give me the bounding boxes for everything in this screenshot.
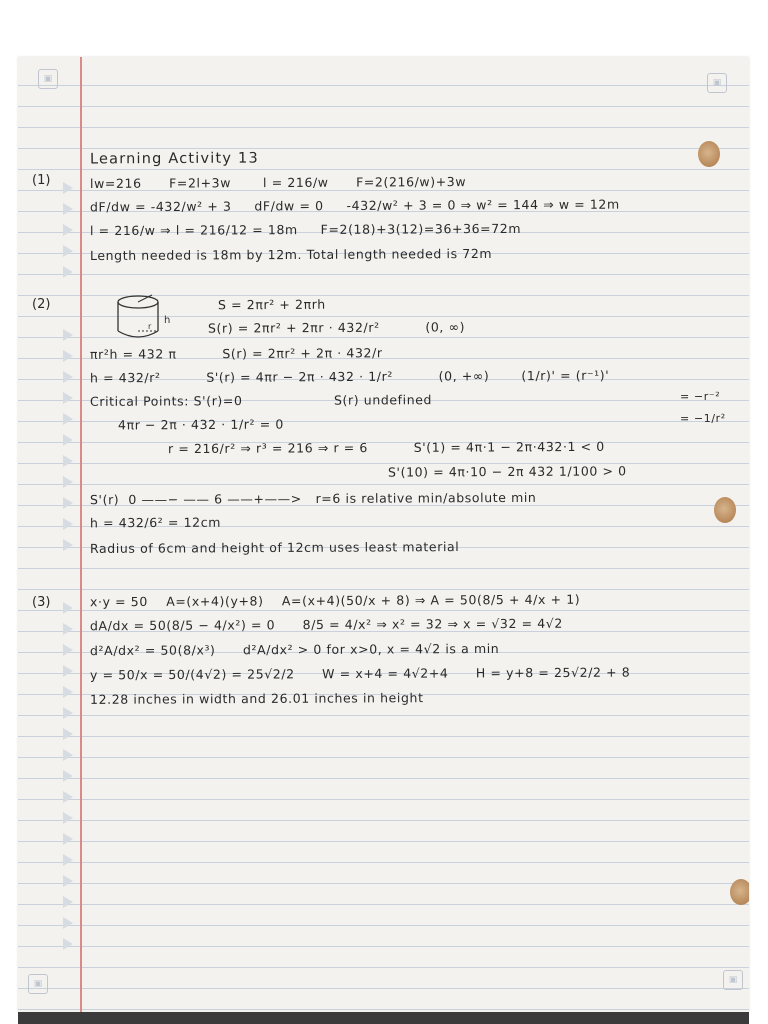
margin-triangle — [63, 497, 73, 509]
margin-triangle — [63, 770, 73, 782]
margin-triangle — [63, 623, 73, 635]
math-line: lw=216 F=2l+3w l = 216/w F=2(216/w)+3w — [89, 174, 467, 191]
math-line: y = 50/x = 50/(4√2) = 25√2/2 W = x+4 = 4√2+4 H = y+8 = 25√2/2 + 8 — [89, 664, 631, 683]
diagram-label-radius: r — [148, 322, 152, 331]
diagram-label-height: h — [164, 315, 171, 326]
margin-triangle — [63, 749, 73, 761]
math-line: Length needed is 18m by 12m. Total length needed is 72m — [89, 245, 493, 264]
math-line: h = 432/6² = 12cm — [89, 514, 221, 531]
margin-triangle — [63, 203, 73, 215]
margin-triangle — [63, 917, 73, 929]
margin-triangle — [63, 875, 73, 887]
math-line: S'(10) = 4π·10 − 2π 432 1/100 > 0 — [387, 463, 627, 480]
margin-triangle — [63, 644, 73, 656]
math-line: 4πr − 2π · 432 · 1/r² = 0 — [117, 416, 284, 433]
margin-triangle — [63, 329, 73, 341]
math-line: h = 432/r² S'(r) = 4πr − 2π · 432 · 1/r² (0, +∞) (1/r)' = (r⁻¹)' — [89, 367, 610, 386]
math-line: dF/dw = -432/w² + 3 dF/dw = 0 -432/w² + 3 = 0 ⇒ w² = 144 ⇒ w = 12m — [89, 196, 620, 215]
problem-number: (2) — [32, 297, 51, 312]
math-line: d²A/dx² = 50(8/x³) d²A/dx² > 0 for x>0, x = 4√2 is a min — [89, 640, 500, 659]
problem-number: (3) — [32, 595, 51, 610]
page-title: Learning Activity 13 — [89, 150, 259, 168]
margin-triangle — [63, 854, 73, 866]
margin-triangle — [63, 812, 73, 824]
math-line: dA/dx = 50(8/5 − 4/x²) = 0 8/5 = 4/x² ⇒ x² = 32 ⇒ x = √32 = 4√2 — [89, 615, 563, 634]
margin-triangle — [63, 476, 73, 488]
margin-triangle — [63, 350, 73, 362]
margin-triangle — [63, 224, 73, 236]
paper-logo-icon: ▣ — [28, 974, 48, 994]
paper-logo-icon: ▣ — [707, 73, 727, 93]
paper-logo-icon: ▣ — [723, 970, 743, 990]
margin-triangle — [63, 266, 73, 278]
margin-triangle — [63, 791, 73, 803]
margin-triangle — [63, 392, 73, 404]
margin-triangle — [63, 707, 73, 719]
math-line: S = 2πr² + 2πrh — [217, 296, 326, 313]
margin-triangle — [63, 665, 73, 677]
margin-triangle — [63, 728, 73, 740]
paper-logo-icon: ▣ — [38, 69, 58, 89]
binder-hole — [714, 497, 736, 523]
margin-line — [80, 57, 82, 1012]
conclusion-line: 12.28 inches in width and 26.01 inches in height — [89, 690, 424, 707]
margin-triangle — [63, 539, 73, 551]
margin-triangle — [63, 686, 73, 698]
math-line: x·y = 50 A=(x+4)(y+8) A=(x+4)(50/x + 8) ⇒ A = 50(8/5 + 4/x + 1) — [89, 591, 581, 610]
margin-triangle — [63, 413, 73, 425]
math-line: S(r) = 2πr² + 2πr · 432/r² (0, ∞) — [207, 319, 466, 336]
math-line: Critical Points: S'(r)=0 S(r) undefined — [89, 392, 433, 409]
margin-triangle — [63, 434, 73, 446]
math-line: πr²h = 432 π S(r) = 2πr² + 2π · 432/r — [89, 345, 383, 362]
problem-number: (1) — [32, 173, 51, 188]
math-line: l = 216/w ⇒ l = 216/12 = 18m F=2(18)+3(12)=36+36=72m — [89, 220, 522, 239]
conclusion-line: Radius of 6cm and height of 12cm uses least material — [89, 539, 460, 556]
margin-triangle — [63, 518, 73, 530]
notebook-page — [18, 57, 749, 1012]
side-note: = −r⁻² — [679, 389, 721, 404]
margin-triangle — [63, 371, 73, 383]
margin-triangle — [63, 182, 73, 194]
margin-triangle — [63, 896, 73, 908]
margin-triangle — [63, 455, 73, 467]
margin-triangle — [63, 602, 73, 614]
margin-triangle — [63, 245, 73, 257]
cylinder-diagram — [114, 293, 176, 343]
background-strip — [18, 1012, 749, 1024]
margin-triangle — [63, 833, 73, 845]
sign-chart-line: S'(r) 0 ——− —— 6 ——+——> r=6 is relative min/absolute min — [89, 489, 537, 508]
math-line: r = 216/r² ⇒ r³ = 216 ⇒ r = 6 S'(1) = 4π·1 − 2π·432·1 < 0 — [167, 438, 605, 457]
side-note: = −1/r² — [679, 411, 726, 426]
margin-triangle — [63, 938, 73, 950]
binder-hole — [698, 141, 720, 167]
binder-hole — [730, 879, 749, 905]
